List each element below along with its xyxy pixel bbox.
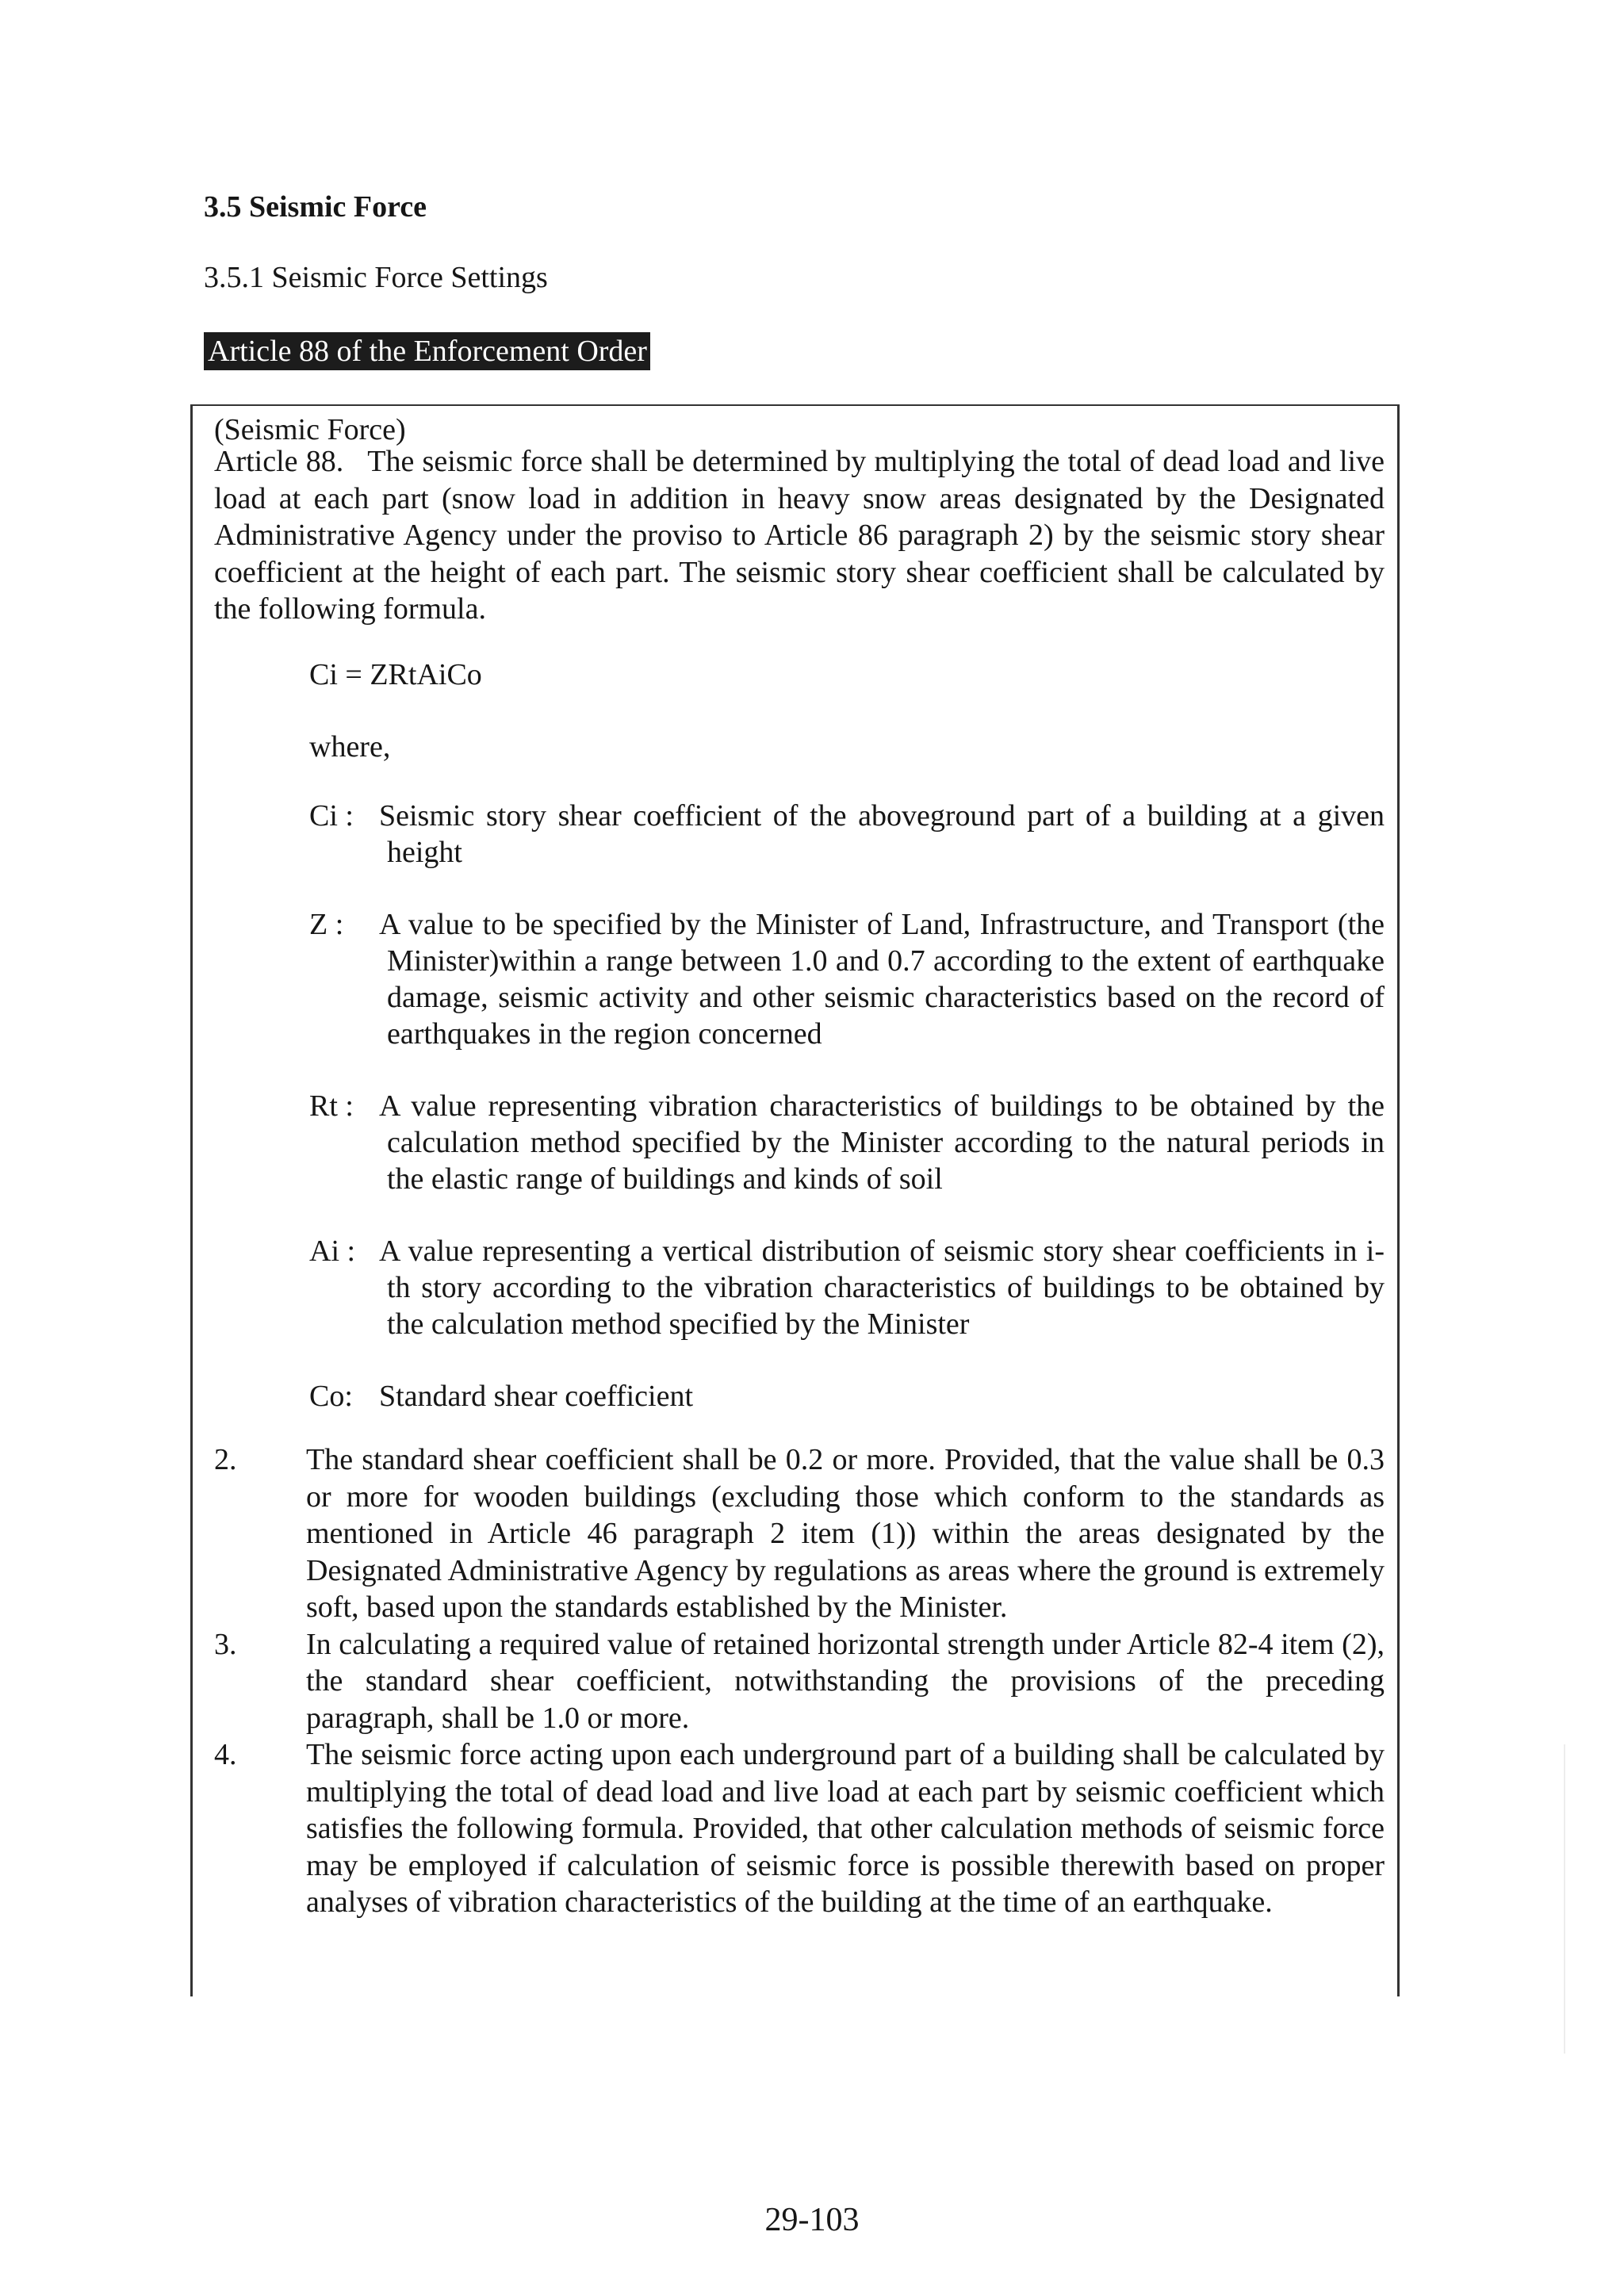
definition-item bbox=[309, 906, 1385, 1052]
definition-item bbox=[309, 798, 1385, 871]
section-heading: 3.5 Seismic Force bbox=[204, 190, 427, 224]
paragraph-number: 3. bbox=[214, 1627, 237, 1661]
definition-term: Ci : bbox=[309, 799, 354, 833]
paragraph-number: 4. bbox=[214, 1738, 237, 1771]
definition-term: Rt : bbox=[309, 1089, 354, 1123]
formula: Ci = ZRtAiCo bbox=[309, 658, 482, 691]
where-label: where, bbox=[309, 730, 391, 764]
definition-list bbox=[309, 798, 1385, 1414]
definition-text: A value representing a vertical distribution of seismic story shear coefficients in i-th story according to the vibration characteristics of buildings to be obtained by the calculation method specified by the Minister bbox=[379, 1235, 1385, 1341]
definition-term: Z : bbox=[309, 908, 344, 941]
scan-artifact bbox=[1564, 1744, 1565, 2054]
numbered-paragraph bbox=[214, 1441, 1385, 1626]
definition-term: Ai : bbox=[309, 1235, 356, 1268]
paragraph-text: The seismic force acting upon each underground part of a building shall be calculated by multiplying the total of dead load and live load at each part by seismic coefficient which satisfies the following formula. Provided, that other calculation methods of seismic force may be employed if calculation of seismic force is possible therewith based on proper analyses of vibration characteristics of the building at the time of an earthquake. bbox=[306, 1738, 1385, 1919]
numbered-paragraph bbox=[214, 1736, 1385, 1921]
paragraph-text: In calculating a required value of retained horizontal strength under Article 82-4 item (2), the standard shear coefficient, notwithstanding the provisions of the preceding paragraph, shall be 1.0 or more. bbox=[306, 1627, 1385, 1735]
definition-text: A value representing vibration characteristics of buildings to be obtained by the calculation method specified by the Minister according to the natural periods in the elastic range of buildings and kinds of soil bbox=[379, 1089, 1385, 1196]
article-body bbox=[214, 443, 1385, 628]
article-number: Article 88. bbox=[214, 445, 344, 478]
definition-item bbox=[309, 1233, 1385, 1342]
paragraph-text: The standard shear coefficient shall be 0.2 or more. Provided, that the value shall be 0.3 or more for wooden buildings (excluding those which conform to the standards as mentioned in Article 46 paragraph 2 item (1)) within the areas designated by the Designated Administrative Agency by regulations as areas where the ground is extremely soft, based upon the standards established by the Minister. bbox=[306, 1443, 1385, 1624]
article-body-text: The seismic force shall be determined by multiplying the total of dead load and live load at each part (snow load in addition in heavy snow areas designated by the Designated Administrative Agency under the proviso to Article 86 paragraph 2) by the seismic story shear coefficient at the height of each part. The seismic story shear coefficient shall be calculated by the following formula. bbox=[214, 445, 1385, 626]
definition-text: A value to be specified by the Minister of Land, Infrastructure, and Transport (the Minister)within a range between 1.0 and 0.7 according to the extent of earthquake damage, seismic activity and other seismic characteristics based on the record of earthquakes in the region concerned bbox=[379, 908, 1385, 1051]
definition-term: Co: bbox=[309, 1380, 353, 1413]
numbered-paragraphs bbox=[214, 1441, 1385, 1921]
frame-left-border bbox=[190, 404, 193, 1996]
definition-item bbox=[309, 1378, 1385, 1414]
page-number: 29-103 bbox=[764, 2202, 860, 2238]
frame-right-border bbox=[1397, 404, 1400, 1996]
article-caption: (Seismic Force) bbox=[214, 413, 406, 446]
article-tag: Article 88 of the Enforcement Order bbox=[204, 332, 650, 370]
frame-top-border bbox=[190, 404, 1399, 406]
definition-text: Standard shear coefficient bbox=[379, 1380, 694, 1413]
definition-item bbox=[309, 1088, 1385, 1197]
definition-text: Seismic story shear coefficient of the aboveground part of a building at a given height bbox=[379, 799, 1385, 869]
numbered-paragraph bbox=[214, 1626, 1385, 1737]
subsection-heading: 3.5.1 Seismic Force Settings bbox=[204, 261, 548, 294]
paragraph-number: 2. bbox=[214, 1443, 237, 1476]
